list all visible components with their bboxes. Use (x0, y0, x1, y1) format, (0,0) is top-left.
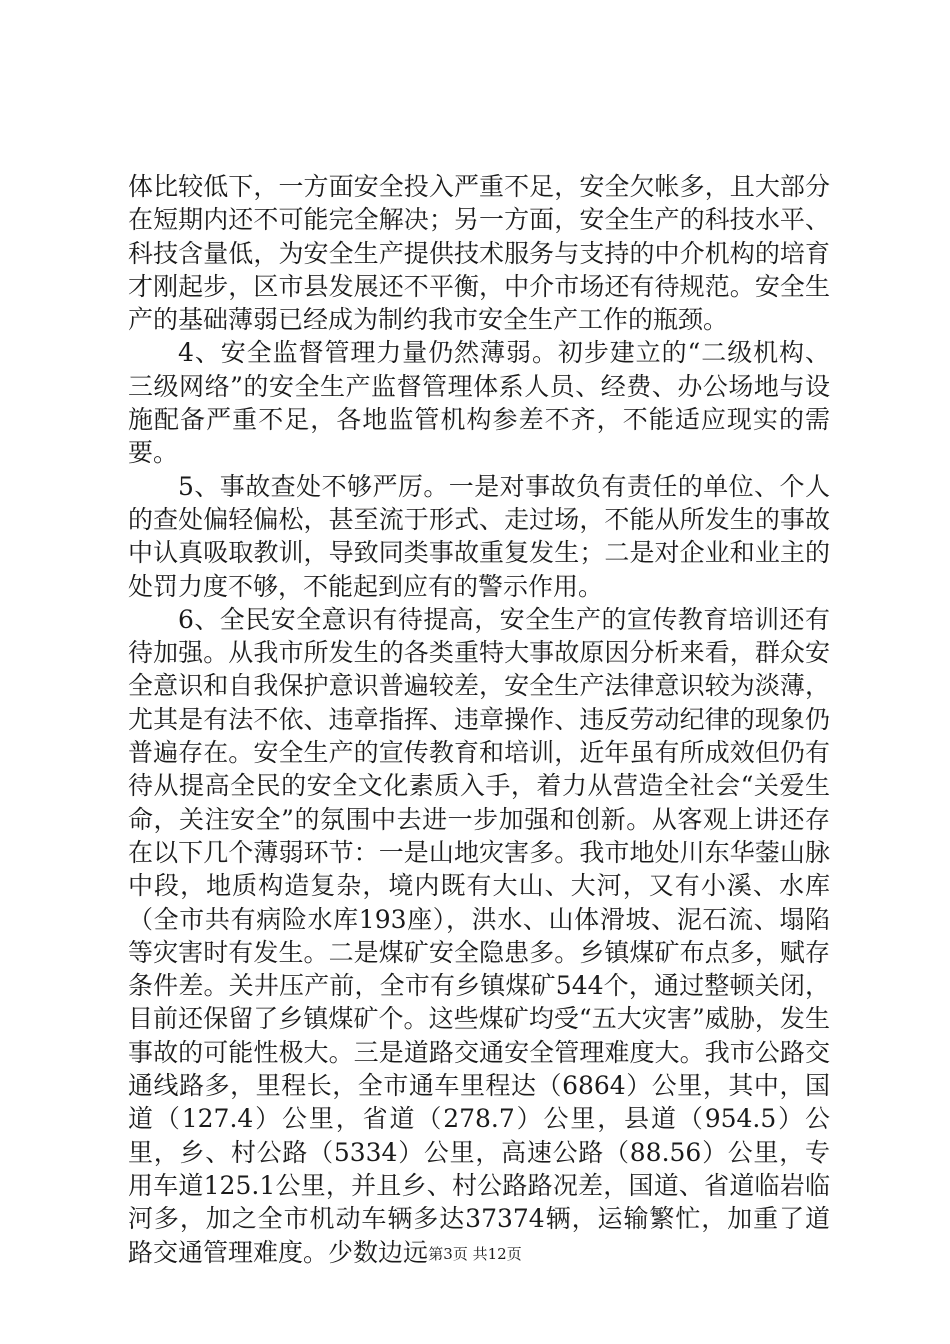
paragraph-3: 5、事故查处不够严厉。一是对事故负有责任的单位、个人的查处偏轻偏松，甚至流于形式、走过场，不能从所发生的事故中认真吸取教训，导致同类事故重复发生；二是对企业和业主的处罚力度不够，不能起到应有的警示作用。 (128, 471, 830, 601)
document-body (128, 170, 830, 1269)
paragraph-2: 4、安全监督管理力量仍然薄弱。初步建立的“二级机构、三级网络”的安全生产监督管理体系人员、经费、办公场地与设施配备严重不足，各地监管机构参差不齐，不能适应现实的需要。 (128, 338, 830, 468)
paragraph-1: 体比较低下，一方面安全投入严重不足，安全欠帐多，且大部分在短期内还不可能完全解决；另一方面，安全生产的科技水平、科技含量低，为安全生产提供技术服务与支持的中介机构的培育才刚起步，区市县发展还不平衡，中介市场还有待规范。安全生产的基础薄弱已经成为制约我市安全生产工作的瓶颈。 (128, 172, 830, 335)
page-footer: 第3页 共12页 (428, 1245, 522, 1263)
paragraph-4: 6、全民安全意识有待提高，安全生产的宣传教育培训还有待加强。从我市所发生的各类重特大事故原因分析来看，群众安全意识和自我保护意识普遍较差，安全生产法律意识较为淡薄，尤其是有法不依、违章指挥、违章操作、违反劳动纪律的现象仍普遍存在。安全生产的宣传教育和培训，近年虽有所成效但仍有待从提高全民的安全文化素质入手，着力从营造全社会“关爱生命，关注安全”的氛围中去进一步加强和创新。从客观上讲还存在以下几个薄弱环节：一是山地灾害多。我市地处川东华蓥山脉中段，地质构造复杂，境内既有大山、大河，又有小溪、水库（全市共有病险水库193座），洪水、山体滑坡、泥石流、塌陷等灾害时有发生。二是煤矿安全隐患多。乡镇煤矿布点多，赋存条件差。关井压产前，全市有乡镇煤矿544个，通过整顿关闭，目前还保留了乡镇煤矿个。这些煤矿均受“五大灾害”威胁，发生事故的可能性极大。三是道路交通安全管理难度大。我市公路交通线路多，里程长，全市通车里程达（6864）公里，其中，国道（127.4）公里，省道（278.7）公里，县道（954.5）公里，乡、村公路（5334）公里，高速公路（88.56）公里，专用车道125.1公里，并且乡、村公路路况差，国道、省道临岩临河多，加之全市机动车辆多达37374辆，运输繁忙，加重了道路交通管理难度。少数边远 (128, 604, 830, 1267)
